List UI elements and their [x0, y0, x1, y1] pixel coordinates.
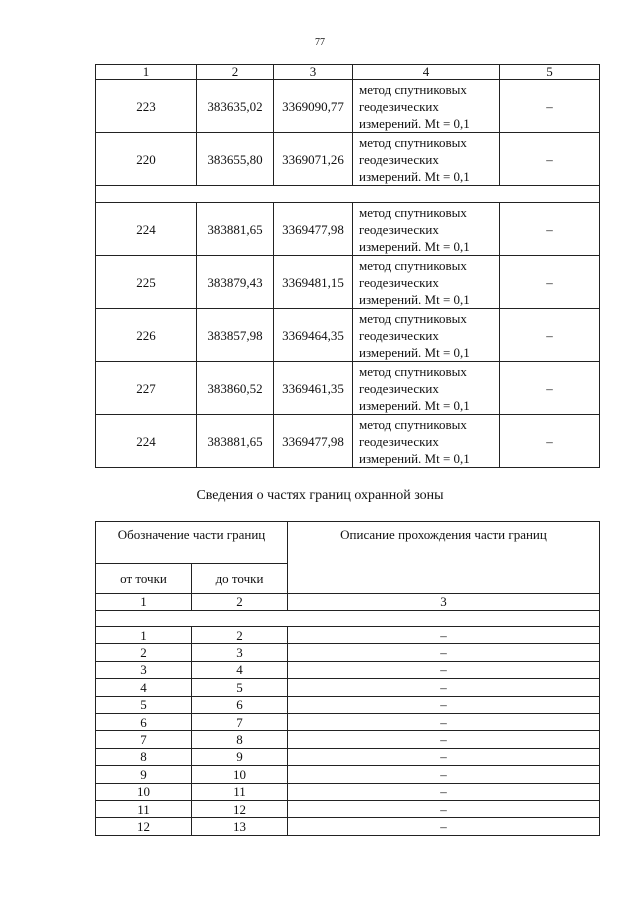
dash-cell: –: [500, 133, 600, 186]
column-number-1: 1: [96, 65, 197, 80]
method-line: метод спутниковых: [359, 310, 467, 326]
parts-separator-row: [96, 611, 600, 627]
boundary-part-row: [96, 627, 600, 644]
description-dash: –: [288, 627, 600, 644]
from-point: 10: [96, 783, 192, 800]
header-boundary-part: Обозначение части границ: [96, 522, 288, 564]
coordinate-y: 3369090,77: [274, 80, 353, 133]
coordinates-row: [96, 80, 600, 133]
coordinates-row: [96, 256, 600, 309]
determination-method: [353, 415, 500, 468]
determination-method: [353, 133, 500, 186]
to-point: 6: [192, 696, 288, 713]
description-dash: –: [288, 783, 600, 800]
dash-cell: –: [500, 256, 600, 309]
from-point: 6: [96, 713, 192, 730]
description-dash: –: [288, 731, 600, 748]
to-point: 4: [192, 661, 288, 678]
separator-cell: [96, 611, 600, 627]
to-point: 9: [192, 748, 288, 765]
coordinate-x: 383857,98: [197, 309, 274, 362]
method-line: метод спутниковых: [359, 204, 467, 220]
to-point: 11: [192, 783, 288, 800]
boundary-part-row: [96, 766, 600, 783]
from-point: 8: [96, 748, 192, 765]
determination-method: [353, 203, 500, 256]
coordinates-row: [96, 203, 600, 256]
coordinates-row: [96, 362, 600, 415]
coordinate-x: 383635,02: [197, 80, 274, 133]
coordinate-x: 383881,65: [197, 203, 274, 256]
from-point: 9: [96, 766, 192, 783]
point-number: 224: [96, 415, 197, 468]
coordinate-x: 383881,65: [197, 415, 274, 468]
boundary-part-row: [96, 783, 600, 800]
boundary-part-row: [96, 713, 600, 730]
method-line: метод спутниковых: [359, 363, 467, 379]
method-line: измерений. Mt = 0,1: [359, 344, 470, 360]
method-line: метод спутниковых: [359, 416, 467, 432]
method-line: метод спутниковых: [359, 257, 467, 273]
description-dash: –: [288, 748, 600, 765]
coordinate-y: 3369481,15: [274, 256, 353, 309]
method-line: геодезических: [359, 221, 439, 237]
description-dash: –: [288, 766, 600, 783]
point-number: 220: [96, 133, 197, 186]
boundary-part-row: [96, 661, 600, 678]
to-point: 12: [192, 800, 288, 817]
method-line: измерений. Mt = 0,1: [359, 115, 470, 131]
to-point: 3: [192, 644, 288, 661]
coordinate-x: 383860,52: [197, 362, 274, 415]
from-point: 2: [96, 644, 192, 661]
section-heading: Сведения о частях границ охранной зоны: [196, 488, 444, 503]
to-point: 2: [192, 627, 288, 644]
from-point: 11: [96, 800, 192, 817]
from-point: 3: [96, 661, 192, 678]
separator-cell: [96, 186, 600, 203]
boundary-part-row: [96, 818, 600, 835]
dash-cell: –: [500, 203, 600, 256]
boundary-part-row: [96, 679, 600, 696]
method-line: геодезических: [359, 151, 439, 167]
column-number-5: 5: [500, 65, 600, 80]
to-point: 10: [192, 766, 288, 783]
determination-method: [353, 309, 500, 362]
description-dash: –: [288, 696, 600, 713]
parts-column-number-1: 1: [96, 594, 192, 611]
description-dash: –: [288, 661, 600, 678]
to-point: 5: [192, 679, 288, 696]
description-dash: –: [288, 713, 600, 730]
determination-method: [353, 80, 500, 133]
coordinates-row: [96, 133, 600, 186]
page-number: 77: [315, 37, 325, 48]
determination-method: [353, 362, 500, 415]
method-line: измерений. Mt = 0,1: [359, 238, 470, 254]
from-point: 1: [96, 627, 192, 644]
method-line: геодезических: [359, 98, 439, 114]
dash-cell: –: [500, 415, 600, 468]
coordinate-y: 3369461,35: [274, 362, 353, 415]
coordinate-y: 3369071,26: [274, 133, 353, 186]
description-dash: –: [288, 679, 600, 696]
dash-cell: –: [500, 362, 600, 415]
method-line: измерений. Mt = 0,1: [359, 397, 470, 413]
boundary-part-row: [96, 731, 600, 748]
to-point: 8: [192, 731, 288, 748]
dash-cell: –: [500, 309, 600, 362]
method-line: геодезических: [359, 327, 439, 343]
point-number: 225: [96, 256, 197, 309]
point-number: 223: [96, 80, 197, 133]
parts-column-numbers-row: [96, 594, 600, 611]
boundary-part-row: [96, 644, 600, 661]
description-dash: –: [288, 644, 600, 661]
coordinates-header-row: [96, 65, 600, 80]
coordinates-row: [96, 415, 600, 468]
column-number-2: 2: [197, 65, 274, 80]
description-dash: –: [288, 800, 600, 817]
method-line: геодезических: [359, 433, 439, 449]
coordinate-y: 3369464,35: [274, 309, 353, 362]
from-point: 7: [96, 731, 192, 748]
coordinates-row: [96, 309, 600, 362]
method-line: метод спутниковых: [359, 81, 467, 97]
point-number: 224: [96, 203, 197, 256]
description-dash: –: [288, 818, 600, 835]
coordinates-separator-row: [96, 186, 600, 203]
method-line: геодезических: [359, 274, 439, 290]
boundary-part-row: [96, 800, 600, 817]
method-line: метод спутниковых: [359, 134, 467, 150]
from-point: 12: [96, 818, 192, 835]
parts-column-number-2: 2: [192, 594, 288, 611]
to-point: 7: [192, 713, 288, 730]
from-point: 4: [96, 679, 192, 696]
coordinate-y: 3369477,98: [274, 415, 353, 468]
coordinate-x: 383655,80: [197, 133, 274, 186]
column-number-4: 4: [353, 65, 500, 80]
parts-column-number-3: 3: [288, 594, 600, 611]
header-boundary-description: Описание прохождения части границ: [288, 522, 600, 594]
method-line: измерений. Mt = 0,1: [359, 291, 470, 307]
boundary-part-row: [96, 748, 600, 765]
boundary-parts-table: [95, 521, 600, 836]
from-point: 5: [96, 696, 192, 713]
determination-method: [353, 256, 500, 309]
coordinates-table: [95, 64, 600, 468]
coordinate-x: 383879,43: [197, 256, 274, 309]
method-line: геодезических: [359, 380, 439, 396]
to-point: 13: [192, 818, 288, 835]
point-number: 227: [96, 362, 197, 415]
header-from-point: от точки: [96, 564, 192, 594]
column-number-3: 3: [274, 65, 353, 80]
boundary-part-row: [96, 696, 600, 713]
method-line: измерений. Mt = 0,1: [359, 450, 470, 466]
coordinate-y: 3369477,98: [274, 203, 353, 256]
parts-header-row: [96, 522, 600, 564]
method-line: измерений. Mt = 0,1: [359, 168, 470, 184]
dash-cell: –: [500, 80, 600, 133]
header-to-point: до точки: [192, 564, 288, 594]
point-number: 226: [96, 309, 197, 362]
